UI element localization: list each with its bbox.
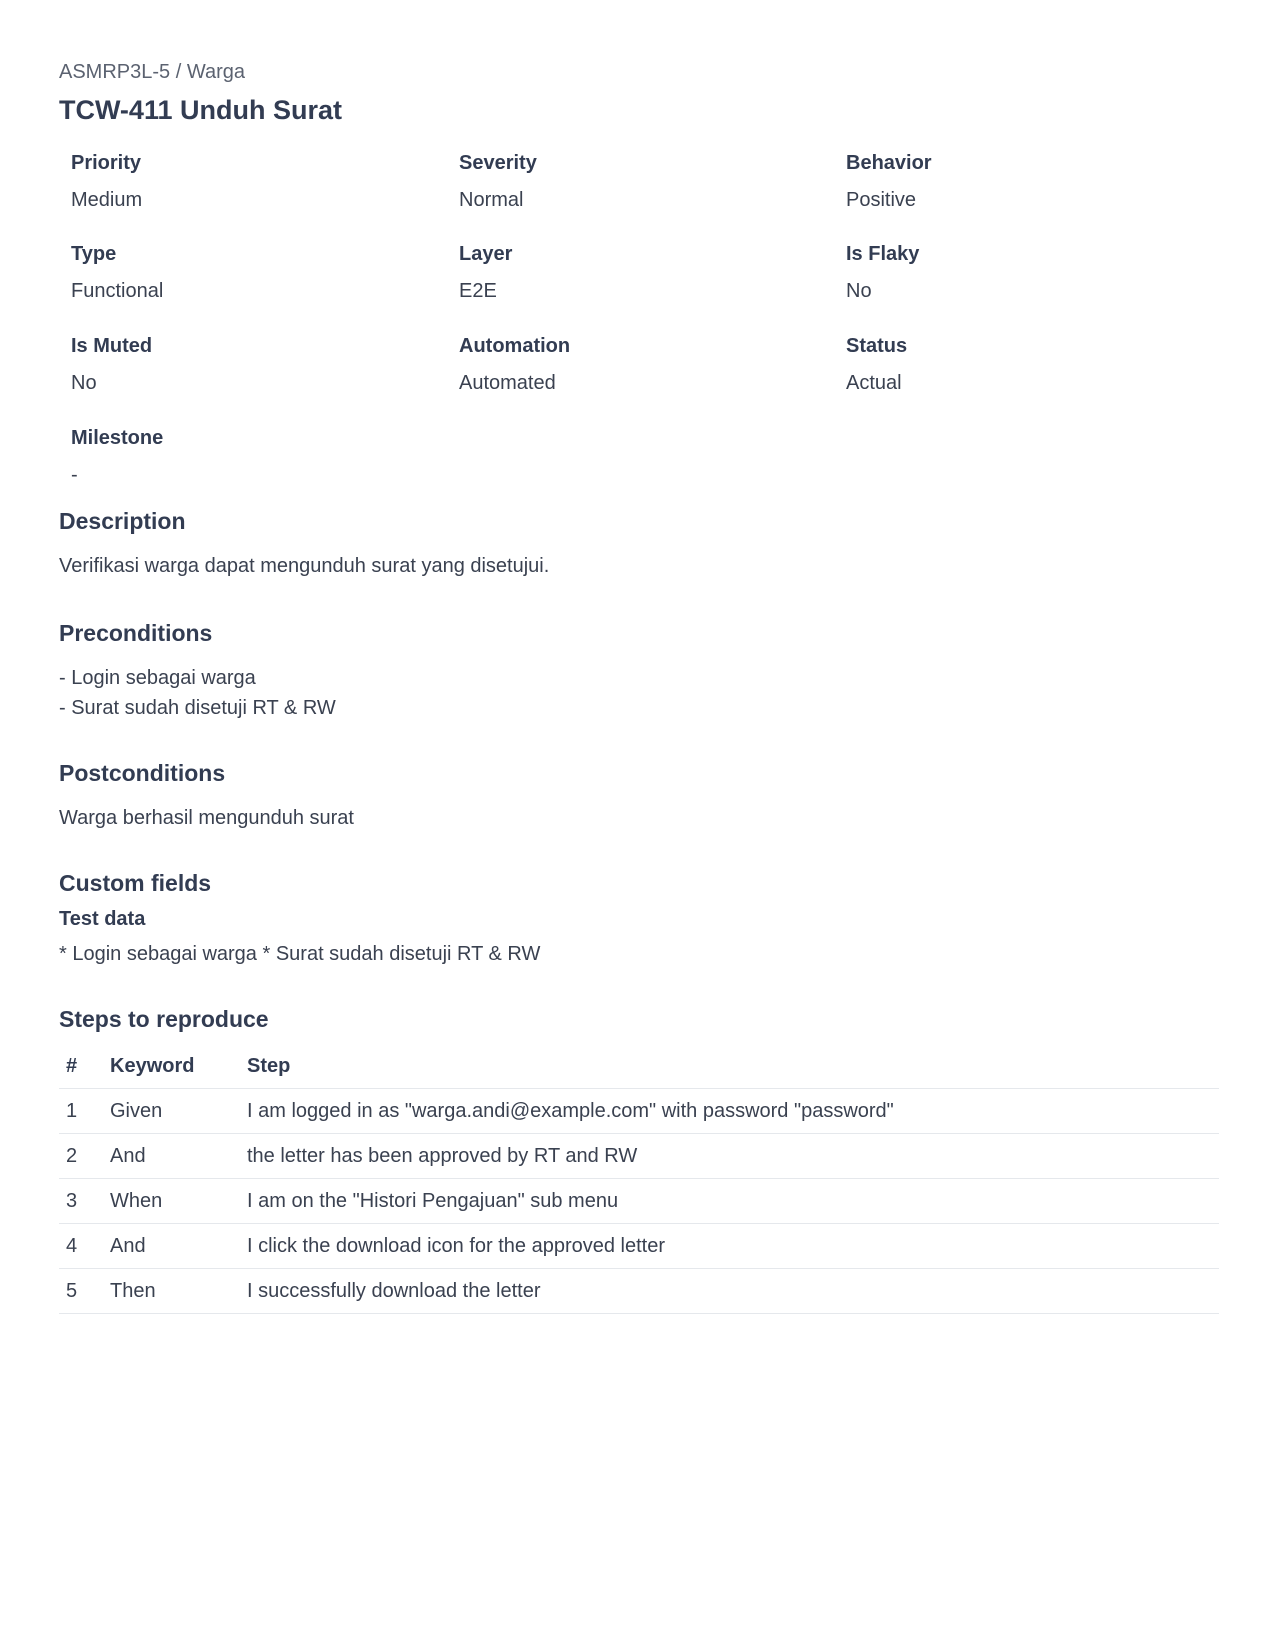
step-number: 5: [59, 1269, 110, 1314]
step-number: 3: [59, 1179, 110, 1224]
step-number: 2: [59, 1134, 110, 1179]
breadcrumb: ASMRP3L-5 / Warga: [59, 61, 245, 83]
field-value: Medium: [71, 189, 143, 211]
table-row: [59, 1134, 1219, 1179]
field-value: Positive: [846, 189, 917, 211]
field-value: Functional: [71, 280, 164, 302]
column-header-keyword: Keyword: [110, 1054, 195, 1077]
precondition-line: - Surat sudah disetuji RT & RW: [59, 697, 336, 719]
section-heading: Steps to reproduce: [59, 1006, 269, 1032]
section-heading: Custom fields: [59, 870, 212, 896]
section-heading: Description: [59, 508, 186, 534]
field-severity: [459, 150, 819, 213]
section-heading: Postconditions: [59, 760, 226, 786]
step-keyword: And: [110, 1134, 247, 1179]
field-is-muted: [71, 333, 431, 396]
postconditions-text: Warga berhasil mengunduh surat: [59, 807, 354, 829]
field-value: Automated: [459, 372, 556, 394]
step-keyword: Then: [110, 1269, 247, 1314]
field-value: No: [71, 372, 97, 394]
step-keyword: And: [110, 1224, 247, 1269]
steps-table: [59, 1044, 1219, 1314]
test-case-document: [59, 58, 1219, 1314]
step-number: 4: [59, 1224, 110, 1269]
table-row: [59, 1179, 1219, 1224]
step-text: I am logged in as "warga.andi@example.com" with password "password": [247, 1089, 1219, 1134]
field-label: Is Flaky: [846, 243, 920, 265]
step-number: 1: [59, 1089, 110, 1134]
field-layer: [459, 241, 819, 304]
test-data-value: * Login sebagai warga * Surat sudah disetuji RT & RW: [59, 943, 541, 965]
field-value: Normal: [459, 189, 524, 211]
table-row: [59, 1089, 1219, 1134]
field-label: Is Muted: [71, 335, 153, 357]
step-text: I am on the "Histori Pengajuan" sub menu: [247, 1179, 1219, 1224]
step-text: I successfully download the letter: [247, 1269, 1219, 1314]
field-type: [71, 241, 431, 304]
step-keyword: When: [110, 1179, 247, 1224]
field-value: E2E: [459, 280, 497, 302]
field-automation: [459, 333, 819, 396]
table-row: [59, 1224, 1219, 1269]
preconditions-section: [59, 618, 1219, 723]
precondition-line: - Login sebagai warga: [59, 667, 256, 689]
step-text: the letter has been approved by RT and RW: [247, 1134, 1219, 1179]
field-label: Layer: [459, 243, 513, 265]
table-header-row: [59, 1044, 1219, 1089]
field-behavior: [846, 150, 1206, 213]
field-is-flaky: [846, 241, 1206, 304]
custom-fields-section: [59, 868, 1219, 969]
page-title: TCW-411 Unduh Surat: [59, 95, 342, 125]
field-value: -: [71, 464, 78, 486]
field-label: Type: [71, 243, 117, 265]
postconditions-section: [59, 758, 1219, 833]
column-header-step: Step: [247, 1054, 291, 1077]
description-text: Verifikasi warga dapat mengunduh surat yang disetujui.: [59, 555, 550, 577]
test-data-label: Test data: [59, 908, 146, 930]
step-text: I click the download icon for the approved letter: [247, 1224, 1219, 1269]
column-header-number: #: [66, 1054, 78, 1077]
section-heading: Preconditions: [59, 620, 213, 646]
field-label: Priority: [71, 152, 142, 174]
description-section: [59, 506, 1219, 581]
step-keyword: Given: [110, 1089, 247, 1134]
steps-section: [59, 1004, 1219, 1314]
field-value: Actual: [846, 372, 902, 394]
field-label: Severity: [459, 152, 537, 174]
field-label: Behavior: [846, 152, 932, 174]
field-milestone: [71, 425, 431, 488]
field-status: [846, 333, 1206, 396]
preconditions-text: [59, 663, 1219, 723]
field-label: Automation: [459, 335, 571, 357]
attribute-grid: [59, 150, 1219, 488]
field-priority: [71, 150, 431, 213]
field-value: No: [846, 280, 872, 302]
table-row: [59, 1269, 1219, 1314]
field-label: Milestone: [71, 427, 164, 449]
field-label: Status: [846, 335, 908, 357]
